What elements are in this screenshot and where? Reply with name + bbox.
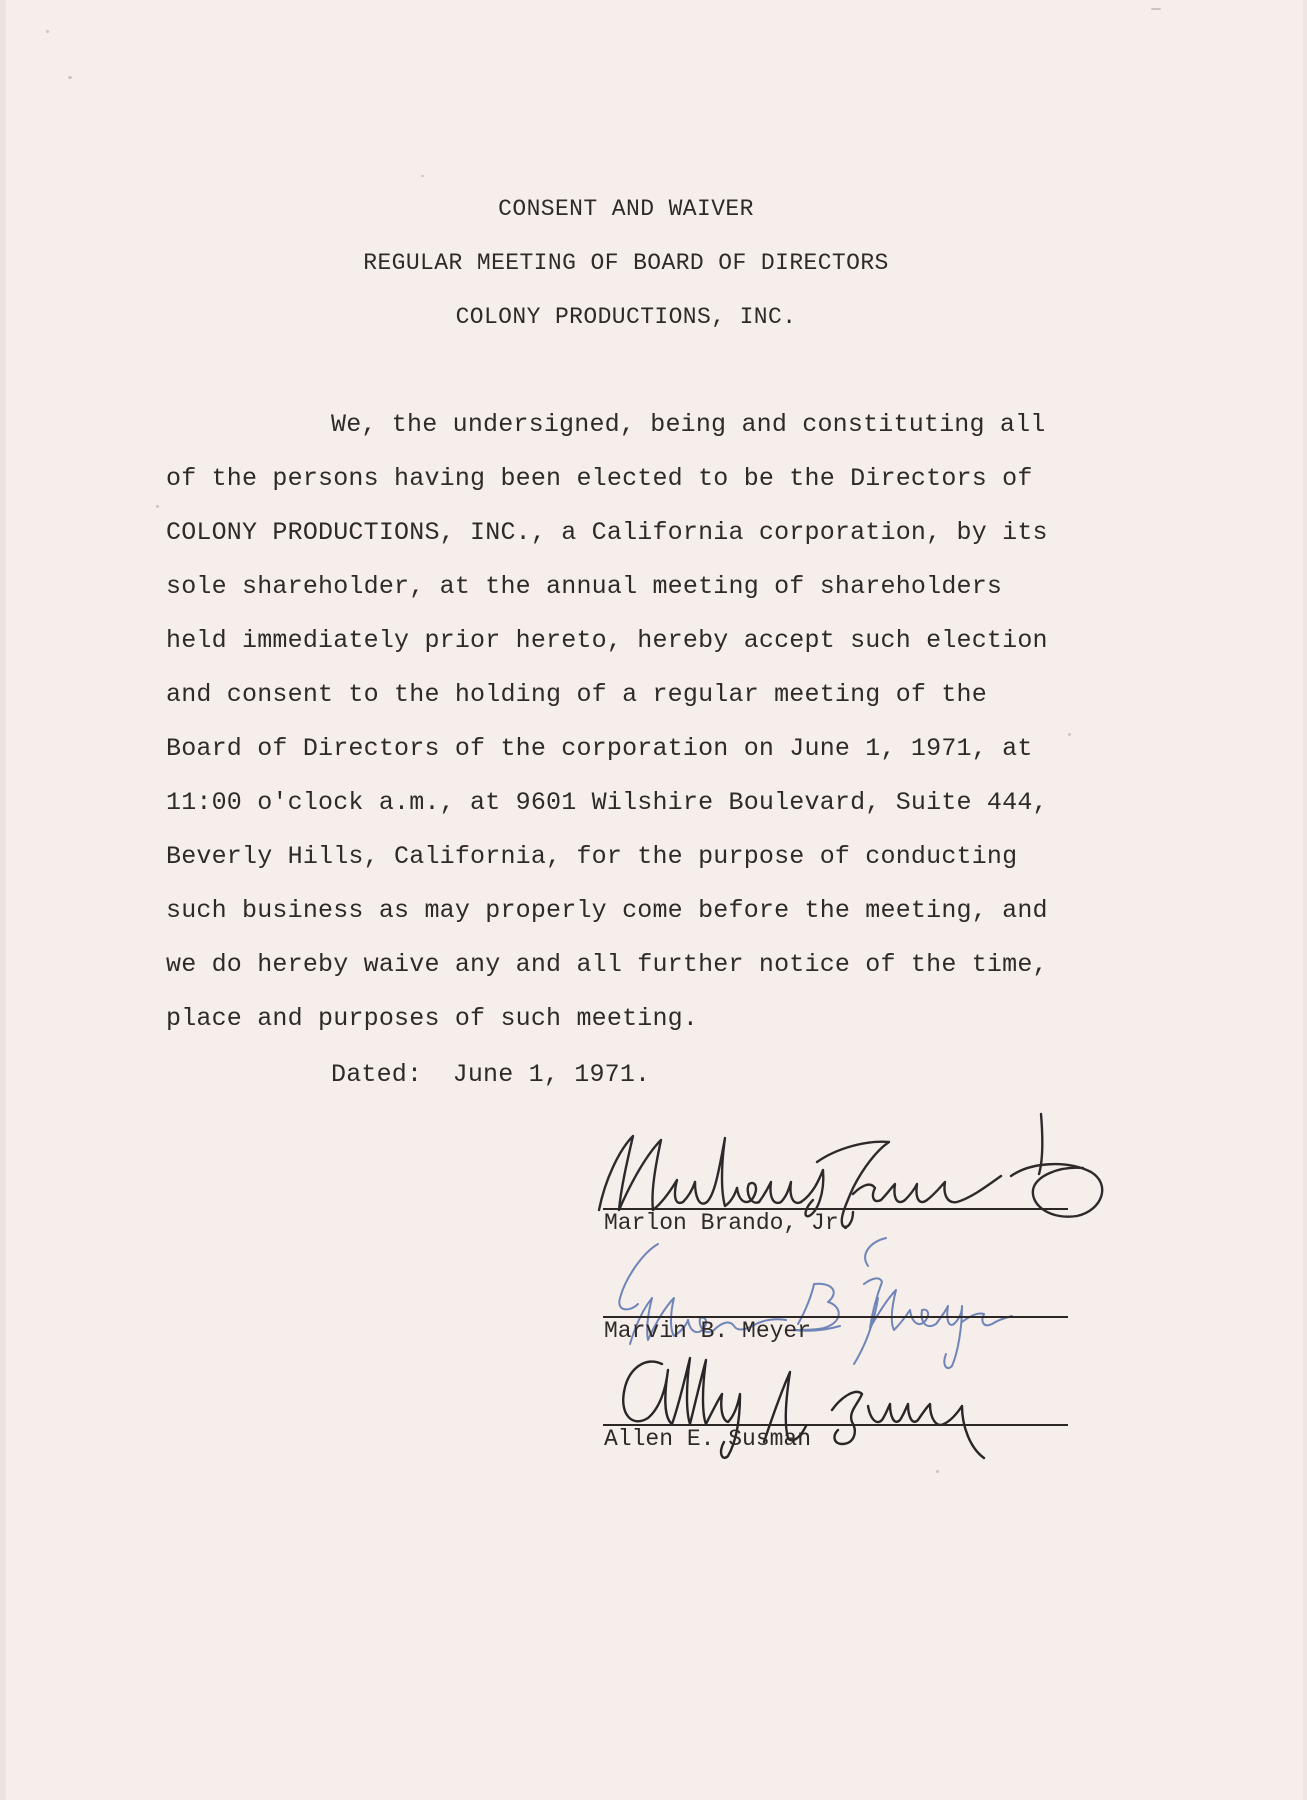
body-line-8: 11:00 o'clock a.m., at 9601 Wilshire Boulevard, Suite 444, [166, 788, 1048, 817]
signatory-name-2: Marvin B. Meyer [604, 1318, 812, 1344]
title-line-3: COLONY PRODUCTIONS, INC. [455, 304, 797, 330]
body-line-1: We, the undersigned, being and constituting all [331, 410, 1046, 439]
body-line-3: COLONY PRODUCTIONS, INC., a California corporation, by its [166, 518, 1048, 547]
body-line-10: such business as may properly come before the meeting, and [166, 896, 1048, 925]
paper-speck [68, 76, 72, 79]
body-line-9: Beverly Hills, California, for the purpose of conducting [166, 842, 1018, 871]
dated-line: Dated: June 1, 1971. [331, 1060, 651, 1089]
title-line-1: CONSENT AND WAIVER [498, 196, 754, 222]
body-line-4: sole shareholder, at the annual meeting of shareholders [166, 572, 1003, 601]
signatory-name-3: Allen E. Susman [604, 1426, 812, 1452]
paper-speck [1068, 733, 1071, 736]
paper-speck [1151, 8, 1161, 10]
body-line-7: Board of Directors of the corporation on June 1, 1971, at [166, 734, 1033, 763]
title-line-2: REGULAR MEETING OF BOARD OF DIRECTORS [363, 250, 889, 276]
paper-speck [46, 30, 49, 33]
paper-speck [421, 175, 424, 177]
body-line-5: held immediately prior hereto, hereby accept such election [166, 626, 1048, 655]
signatory-name-1: Marlon Brando, Jr. [604, 1210, 853, 1236]
paper-speck [936, 1470, 939, 1473]
body-line-6: and consent to the holding of a regular meeting of the [166, 680, 987, 709]
body-line-11: we do hereby waive any and all further notice of the time, [166, 950, 1048, 979]
body-line-2: of the persons having been elected to be the Directors of [166, 464, 1033, 493]
paper-speck [156, 505, 159, 508]
body-line-12: place and purposes of such meeting. [166, 1004, 699, 1033]
